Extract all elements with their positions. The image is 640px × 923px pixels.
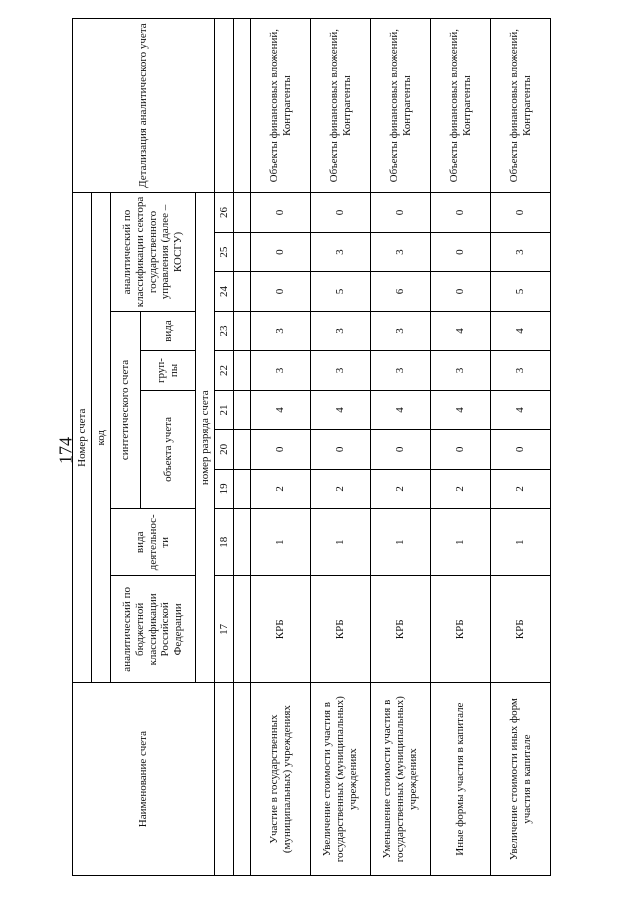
spacer-cell <box>234 232 251 271</box>
cell-20: 0 <box>251 430 311 469</box>
cell-19: 2 <box>251 469 311 508</box>
account-name: Иные формы участия в капитале <box>431 683 491 876</box>
header-groups: груп-пы <box>141 351 196 390</box>
digit-18: 18 <box>215 509 234 576</box>
cell-23: 3 <box>371 311 431 350</box>
cell-21: 4 <box>251 390 311 429</box>
cell-19: 2 <box>311 469 371 508</box>
spacer-cell <box>234 469 251 508</box>
cell-23: 4 <box>491 311 551 350</box>
cell-25: 3 <box>371 232 431 271</box>
bk-code: КРБ <box>251 576 311 683</box>
spacer-cell <box>234 683 251 876</box>
detail-cell: Объекты финансовых вложений, Контрагенты <box>251 19 311 193</box>
header-kind: вида <box>141 311 196 350</box>
spacer-cell <box>234 19 251 193</box>
cell-19: 2 <box>371 469 431 508</box>
cell-20: 0 <box>311 430 371 469</box>
table-row <box>371 19 431 876</box>
cell-22: 3 <box>311 351 371 390</box>
spacer-cell <box>234 390 251 429</box>
cell-18: 1 <box>311 509 371 576</box>
digit-24: 24 <box>215 272 234 311</box>
spacer-cell <box>234 351 251 390</box>
cell-21: 4 <box>431 390 491 429</box>
cell-20: 0 <box>371 430 431 469</box>
digit-20: 20 <box>215 430 234 469</box>
cell-25: 3 <box>311 232 371 271</box>
cell-25: 0 <box>251 232 311 271</box>
cell-25: 3 <box>491 232 551 271</box>
header-detail: Детализация аналитического учета <box>73 19 215 193</box>
cell-18: 1 <box>371 509 431 576</box>
cell-18: 1 <box>491 509 551 576</box>
cell-23: 4 <box>431 311 491 350</box>
header-digit-number: номер разряда счета <box>196 193 215 683</box>
bk-code: КРБ <box>491 576 551 683</box>
spacer-cell <box>234 509 251 576</box>
cell-26: 0 <box>431 193 491 233</box>
cell-19: 2 <box>491 469 551 508</box>
detail-cell: Объекты финансовых вложений, Контрагенты <box>491 19 551 193</box>
cell-26: 0 <box>491 193 551 233</box>
detail-cell: Объекты финансовых вложений, Контрагенты <box>371 19 431 193</box>
digit-blank <box>215 683 234 876</box>
digit-23: 23 <box>215 311 234 350</box>
cell-18: 1 <box>251 509 311 576</box>
account-name: Увеличение стоимости иных форм участия в капитале <box>491 683 551 876</box>
cell-21: 4 <box>371 390 431 429</box>
account-name: Уменьшение стоимости участия в государственных (муниципальных) учреждениях <box>371 683 431 876</box>
cell-24: 5 <box>491 272 551 311</box>
header-account-object: объекта учета <box>141 390 196 508</box>
cell-26: 0 <box>371 193 431 233</box>
cell-18: 1 <box>431 509 491 576</box>
header-account-name: Наименование счета <box>73 683 215 876</box>
cell-26: 0 <box>311 193 371 233</box>
cell-24: 0 <box>431 272 491 311</box>
digit-26: 26 <box>215 193 234 233</box>
accounts-table <box>72 18 551 876</box>
header-synthetic: синтетического счета <box>111 311 141 508</box>
table-row <box>311 19 371 876</box>
cell-25: 0 <box>431 232 491 271</box>
page-number: 174 <box>55 437 76 464</box>
spacer-cell <box>234 311 251 350</box>
table-row <box>251 19 311 876</box>
cell-22: 3 <box>431 351 491 390</box>
digit-17: 17 <box>215 576 234 683</box>
cell-24: 0 <box>251 272 311 311</box>
digit-21: 21 <box>215 390 234 429</box>
digit-22: 22 <box>215 351 234 390</box>
spacer-cell <box>234 576 251 683</box>
spacer-cell <box>234 193 251 233</box>
header-account-number: Номер счета <box>73 193 92 683</box>
cell-23: 3 <box>251 311 311 350</box>
account-name: Участие в государственных (муниципальных) учреждениях <box>251 683 311 876</box>
account-name: Увеличение стоимости участия в государственных (муниципальных) учреждениях <box>311 683 371 876</box>
header-activity-kind: вида деятельнос-ти <box>111 509 196 576</box>
spacer-cell <box>234 272 251 311</box>
cell-22: 3 <box>491 351 551 390</box>
cell-20: 0 <box>431 430 491 469</box>
cell-21: 4 <box>311 390 371 429</box>
bk-code: КРБ <box>371 576 431 683</box>
digit-25: 25 <box>215 232 234 271</box>
cell-20: 0 <box>491 430 551 469</box>
bk-code: КРБ <box>311 576 371 683</box>
cell-24: 6 <box>371 272 431 311</box>
cell-22: 3 <box>371 351 431 390</box>
digit-blank-end <box>215 19 234 193</box>
detail-cell: Объекты финансовых вложений, Контрагенты <box>311 19 371 193</box>
cell-22: 3 <box>251 351 311 390</box>
cell-19: 2 <box>431 469 491 508</box>
cell-26: 0 <box>251 193 311 233</box>
cell-23: 3 <box>311 311 371 350</box>
rotated-table-container <box>72 18 622 876</box>
spacer-cell <box>234 430 251 469</box>
cell-24: 5 <box>311 272 371 311</box>
document-sheet <box>72 18 622 876</box>
table-row <box>491 19 551 876</box>
header-analytic-bk: аналитический по бюджетной классификации Российской Федерации <box>111 576 196 683</box>
bk-code: КРБ <box>431 576 491 683</box>
header-kosgu: аналитический по классификации сектора государственного управления (далее – КОСГУ) <box>111 193 196 312</box>
detail-cell: Объекты финансовых вложений, Контрагенты <box>431 19 491 193</box>
digit-19: 19 <box>215 469 234 508</box>
header-code: код <box>92 193 111 683</box>
cell-21: 4 <box>491 390 551 429</box>
table-row <box>431 19 491 876</box>
